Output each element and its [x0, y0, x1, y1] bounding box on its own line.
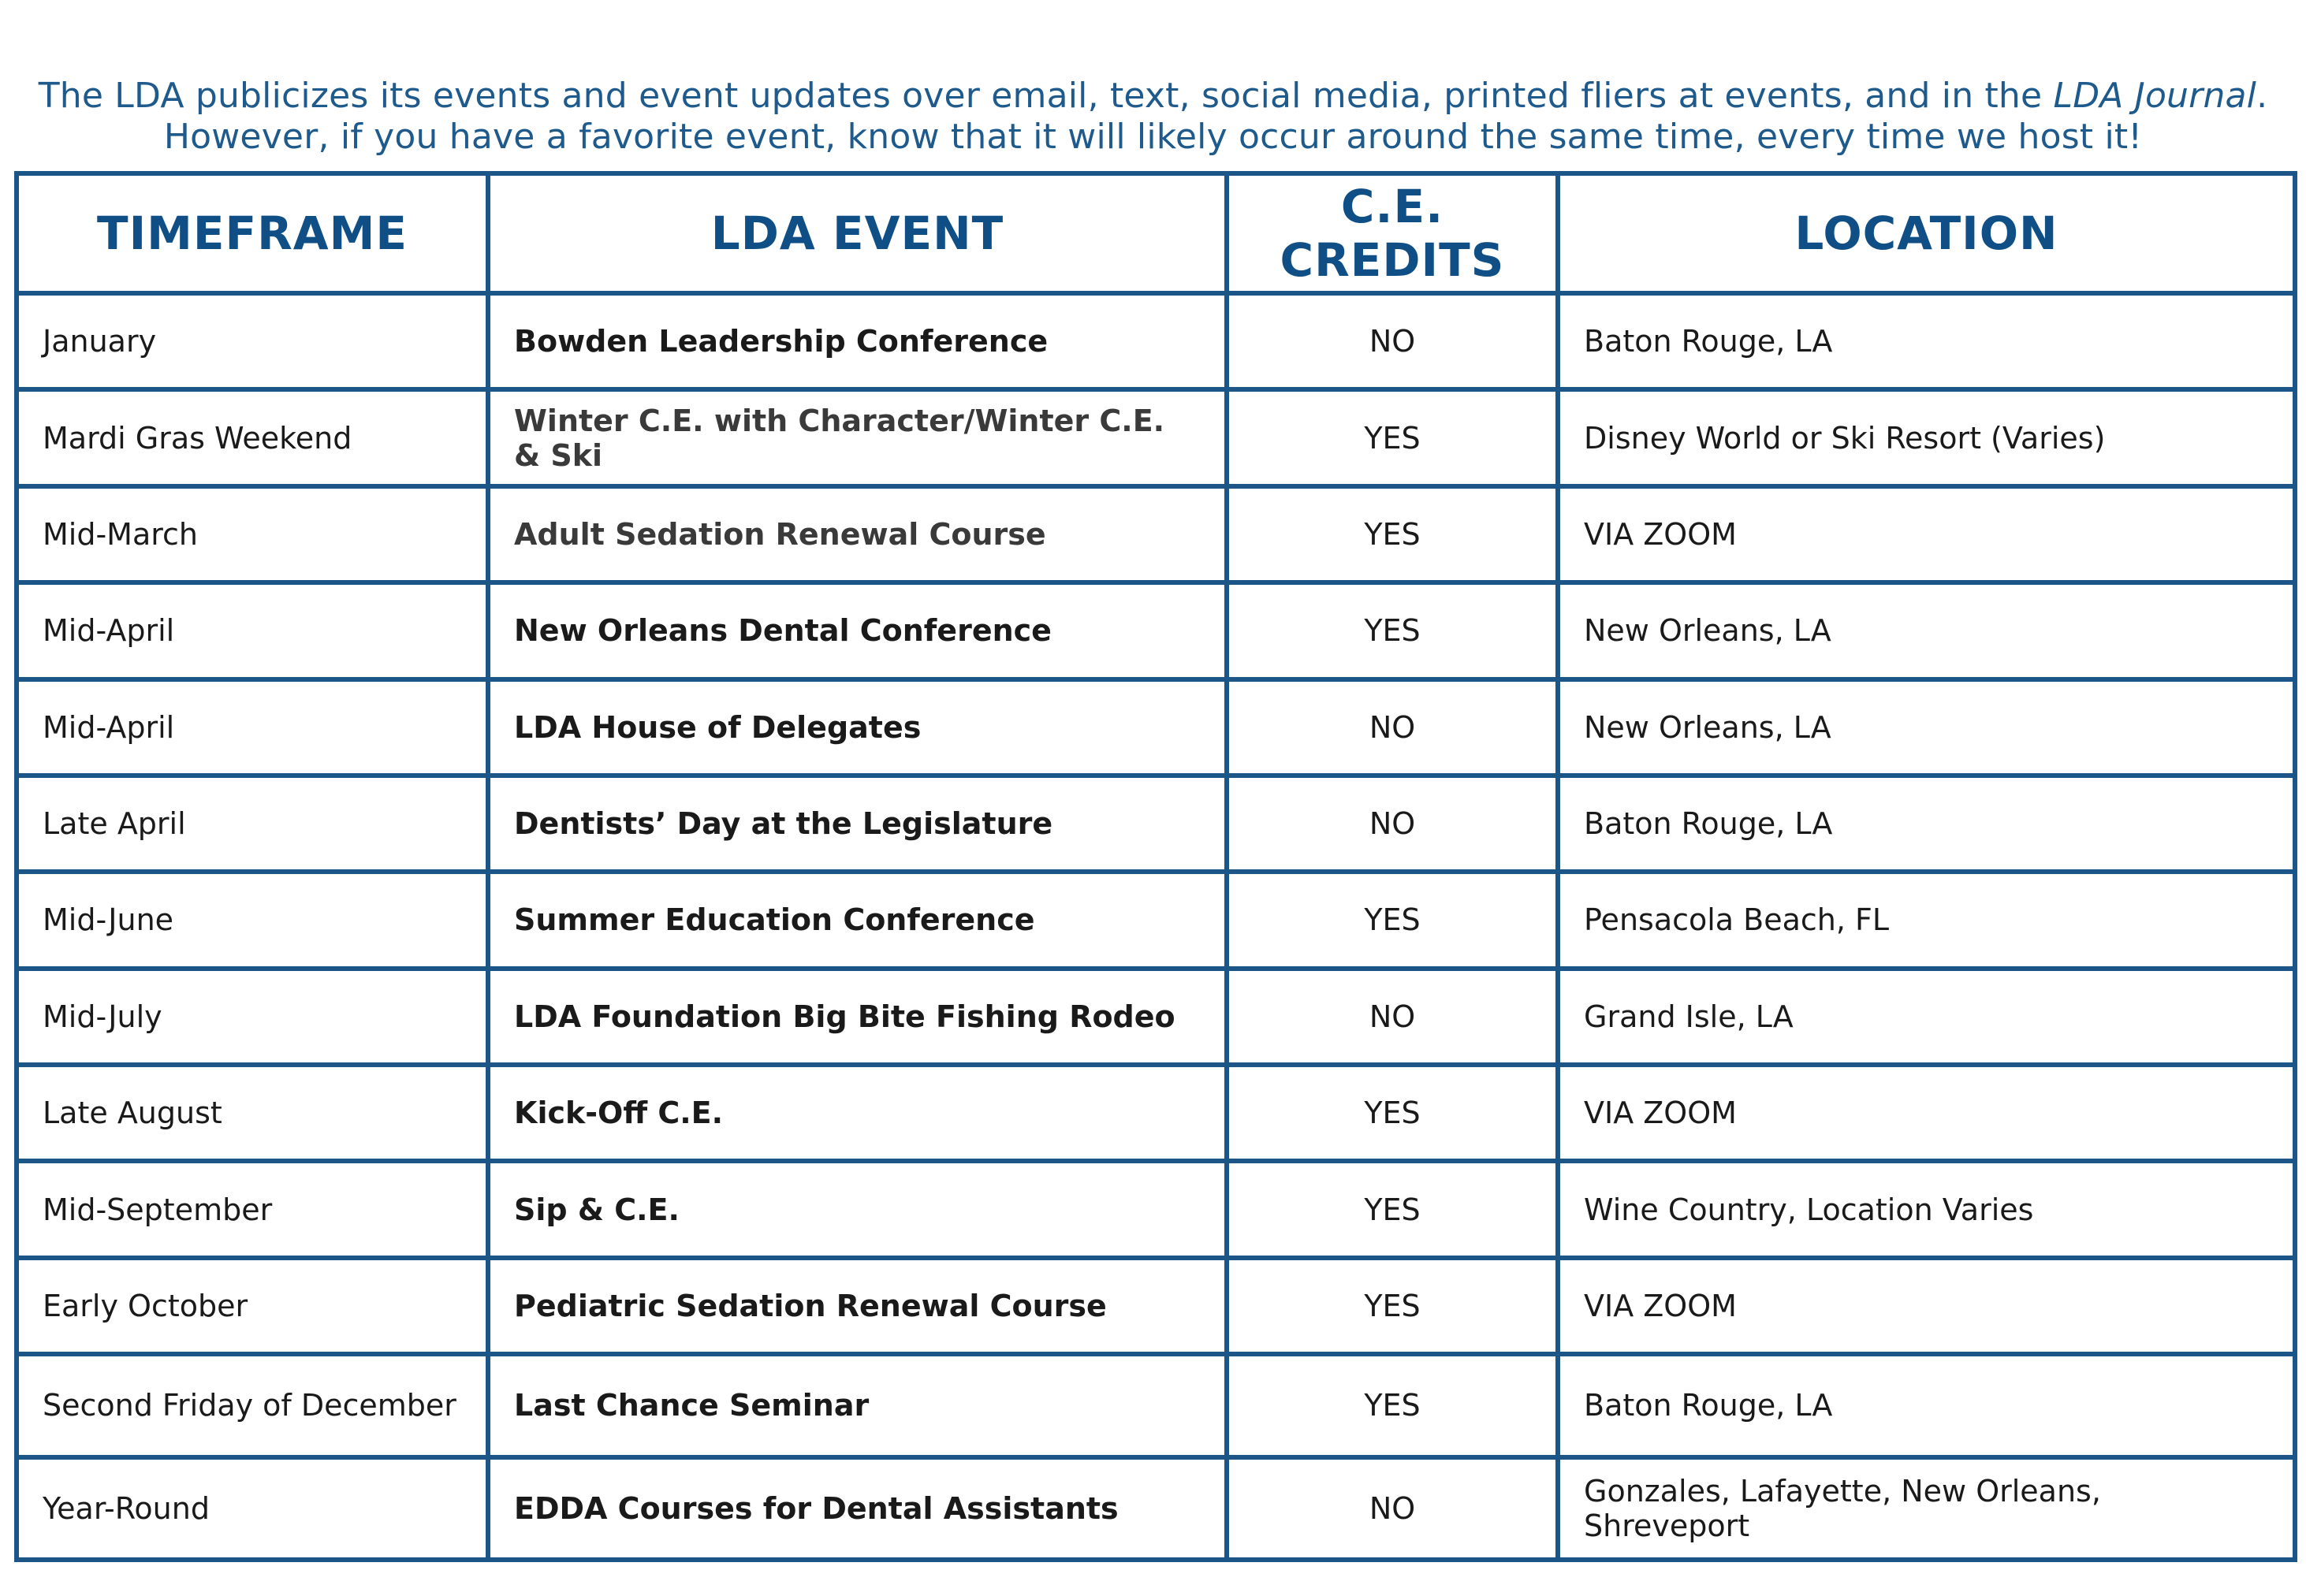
location-cell: New Orleans, LA [1558, 582, 2295, 679]
location-cell: Baton Rouge, LA [1558, 776, 2295, 872]
location-cell: Grand Isle, LA [1558, 969, 2295, 1065]
credits-cell: YES [1227, 872, 1558, 968]
event-cell: LDA Foundation Big Bite Fishing Rodeo [488, 969, 1227, 1065]
events-table [14, 171, 2297, 1562]
table-row [17, 679, 2295, 776]
credits-cell: YES [1227, 1161, 1558, 1257]
intro-journal-title: LDA Journal [2053, 76, 2257, 116]
table-row [17, 1258, 2295, 1354]
event-cell: Dentists’ Day at the Legislature [488, 776, 1227, 872]
credits-cell: YES [1227, 486, 1558, 582]
event-cell: Adult Sedation Renewal Course [488, 486, 1227, 582]
intro-paragraph [16, 76, 2290, 158]
timeframe-cell: Mid-June [17, 872, 488, 968]
timeframe-cell: January [17, 293, 488, 389]
intro-text-1: The LDA publicizes its events and event updates over email, text, social media, printed fliers at events, and in the [38, 76, 2054, 116]
header-location: LOCATION [1558, 173, 2295, 293]
intro-text-2: . However, if you have a favorite event, know that it will likely occur around the same time, every time we host it! [163, 76, 2268, 157]
event-cell: Winter C.E. with Character/Winter C.E. & Ski [488, 389, 1227, 485]
timeframe-cell: Mid-September [17, 1161, 488, 1257]
header-row [17, 173, 2295, 293]
credits-cell: NO [1227, 679, 1558, 776]
location-cell: Disney World or Ski Resort (Varies) [1558, 389, 2295, 485]
credits-cell: YES [1227, 582, 1558, 679]
table-row [17, 293, 2295, 389]
timeframe-cell: Second Friday of December [17, 1354, 488, 1456]
location-cell: Baton Rouge, LA [1558, 293, 2295, 389]
location-cell: VIA ZOOM [1558, 486, 2295, 582]
timeframe-cell: Year-Round [17, 1457, 488, 1560]
table-row [17, 389, 2295, 485]
credits-cell: NO [1227, 293, 1558, 389]
event-cell: Last Chance Seminar [488, 1354, 1227, 1456]
event-cell: New Orleans Dental Conference [488, 582, 1227, 679]
table-row [17, 872, 2295, 968]
event-cell: EDDA Courses for Dental Assistants [488, 1457, 1227, 1560]
credits-cell: YES [1227, 1258, 1558, 1354]
credits-cell: YES [1227, 1065, 1558, 1161]
table-row [17, 582, 2295, 679]
credits-cell: NO [1227, 776, 1558, 872]
event-cell: LDA House of Delegates [488, 679, 1227, 776]
header-lda-event: LDA EVENT [488, 173, 1227, 293]
event-cell: Pediatric Sedation Renewal Course [488, 1258, 1227, 1354]
credits-cell: YES [1227, 1354, 1558, 1456]
header-timeframe: TIMEFRAME [17, 173, 488, 293]
table-row [17, 969, 2295, 1065]
location-cell: Pensacola Beach, FL [1558, 872, 2295, 968]
event-cell: Summer Education Conference [488, 872, 1227, 968]
timeframe-cell: Mid-April [17, 679, 488, 776]
location-cell: Gonzales, Lafayette, New Orleans, Shreveport [1558, 1457, 2295, 1560]
timeframe-cell: Mardi Gras Weekend [17, 389, 488, 485]
table-row [17, 1354, 2295, 1456]
table-row [17, 1065, 2295, 1161]
table-row [17, 1457, 2295, 1560]
timeframe-cell: Early October [17, 1258, 488, 1354]
location-cell: Baton Rouge, LA [1558, 1354, 2295, 1456]
table-row [17, 776, 2295, 872]
event-cell: Bowden Leadership Conference [488, 293, 1227, 389]
table-row [17, 1161, 2295, 1257]
credits-cell: NO [1227, 969, 1558, 1065]
event-cell: Kick-Off C.E. [488, 1065, 1227, 1161]
credits-cell: YES [1227, 389, 1558, 485]
header-ce-credits: C.E. CREDITS [1227, 173, 1558, 293]
timeframe-cell: Mid-April [17, 582, 488, 679]
table-row [17, 486, 2295, 582]
location-cell: New Orleans, LA [1558, 679, 2295, 776]
timeframe-cell: Late August [17, 1065, 488, 1161]
credits-cell: NO [1227, 1457, 1558, 1560]
timeframe-cell: Late April [17, 776, 488, 872]
location-cell: Wine Country, Location Varies [1558, 1161, 2295, 1257]
location-cell: VIA ZOOM [1558, 1065, 2295, 1161]
timeframe-cell: Mid-July [17, 969, 488, 1065]
timeframe-cell: Mid-March [17, 486, 488, 582]
event-cell: Sip & C.E. [488, 1161, 1227, 1257]
location-cell: VIA ZOOM [1558, 1258, 2295, 1354]
